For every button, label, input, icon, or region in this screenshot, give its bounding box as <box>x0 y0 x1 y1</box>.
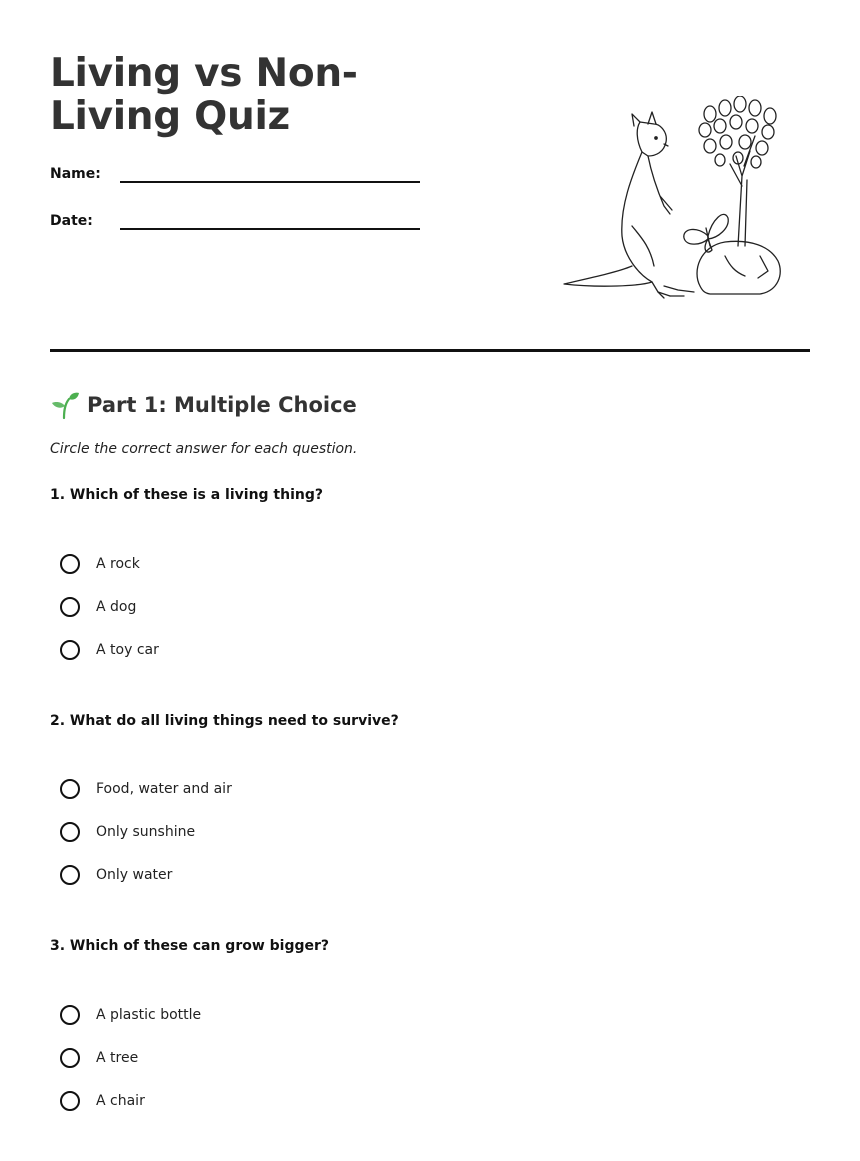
rock-icon <box>697 241 780 294</box>
option-label: A dog <box>96 599 137 615</box>
instructions-text: Circle the correct answer for each question. <box>50 441 358 457</box>
sprout-icon <box>50 390 80 420</box>
radio-circle[interactable] <box>60 554 80 574</box>
name-line[interactable] <box>120 181 420 183</box>
radio-circle[interactable] <box>60 640 80 660</box>
section-header <box>50 388 357 422</box>
radio-circle[interactable] <box>60 822 80 842</box>
date-label: Date: <box>50 213 93 229</box>
radio-circle[interactable] <box>60 779 80 799</box>
option-label: Food, water and air <box>96 781 232 797</box>
option-q1-b[interactable] <box>60 594 136 620</box>
butterfly-icon <box>684 214 728 252</box>
option-q1-c[interactable] <box>60 637 159 663</box>
section-title: Part 1: Multiple Choice <box>87 393 357 417</box>
option-label: A tree <box>96 1050 139 1066</box>
kangaroo-icon <box>564 112 694 298</box>
option-label: Only sunshine <box>96 824 196 840</box>
radio-circle[interactable] <box>60 865 80 885</box>
option-label: A chair <box>96 1093 145 1109</box>
radio-circle[interactable] <box>60 597 80 617</box>
question-2: 2. What do all living things need to survive? <box>50 713 399 729</box>
option-q2-c[interactable] <box>60 862 172 888</box>
date-line[interactable] <box>120 228 420 230</box>
date-field[interactable] <box>50 207 430 237</box>
radio-circle[interactable] <box>60 1048 80 1068</box>
kangaroo-tree-illustration <box>560 96 790 301</box>
radio-circle[interactable] <box>60 1091 80 1111</box>
name-field[interactable] <box>50 160 430 190</box>
tree-icon <box>699 96 776 246</box>
option-q3-b[interactable] <box>60 1045 138 1071</box>
option-q2-a[interactable] <box>60 776 232 802</box>
option-q1-a[interactable] <box>60 551 140 577</box>
option-q3-a[interactable] <box>60 1002 201 1028</box>
radio-circle[interactable] <box>60 1005 80 1025</box>
option-label: A rock <box>96 556 140 572</box>
page-title: Living vs Non-Living Quiz <box>50 51 358 139</box>
option-label: Only water <box>96 867 173 883</box>
question-3: 3. Which of these can grow bigger? <box>50 938 330 954</box>
question-1: 1. Which of these is a living thing? <box>50 487 323 503</box>
name-label: Name: <box>50 166 101 182</box>
section-divider <box>50 349 810 352</box>
option-label: A toy car <box>96 642 159 658</box>
option-label: A plastic bottle <box>96 1007 202 1023</box>
option-q3-c[interactable] <box>60 1088 145 1114</box>
option-q2-b[interactable] <box>60 819 195 845</box>
